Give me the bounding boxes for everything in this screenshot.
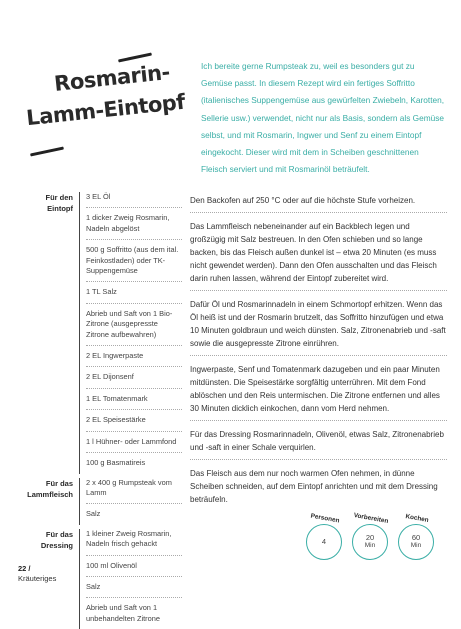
ingredient-item: 500 g Soffritto (aus dem ital. Feinkostladen) oder TK-Suppengemüse (86, 245, 182, 282)
ingredient-item: 2 EL Dijonsenf (86, 372, 182, 388)
ingredient-item: 2 EL Ingwerpaste (86, 351, 182, 367)
ingredient-item: 1 dicker Zweig Rosmarin, Nadeln abgelöst (86, 213, 182, 240)
ingredient-item: 2 EL Speisestärke (86, 415, 182, 431)
badge-label: Vorbereiten (353, 512, 389, 525)
prep-time-badge (352, 512, 389, 560)
ingredient-item: 1 EL Tomatenmark (86, 394, 182, 410)
cook-time-badge (398, 513, 434, 560)
ingredient-group-eintopf (22, 192, 182, 474)
instruction-step: Das Lammfleisch nebeneinander auf ein Backblech legen und großzügig mit Salz bestreuen. In den Ofen schieben und so lange backen, bis das Fleisch außen dunkel ist – etwa 20 Minuten (es muss nicht gewendet werden). Dann den Ofen ausschalten und das Fleisch darin ruhen lassen, während der Eintopf zubereitet wird. (190, 220, 447, 291)
ingredient-item: 1 TL Salz (86, 287, 182, 303)
badge-value: 4 (321, 537, 327, 546)
ingredient-group-label: Für den Eintopf (22, 192, 80, 474)
badge-unit: Min (410, 542, 422, 549)
ingredient-item: 100 ml Olivenöl (86, 561, 182, 577)
ingredient-item: 3 EL Öl (86, 192, 182, 208)
ingredient-item: Salz (86, 509, 101, 519)
ingredient-list (86, 192, 182, 474)
chapter-name: Kräuteriges (18, 574, 57, 583)
ingredient-group-lammfleisch (22, 478, 182, 525)
ingredient-item: 100 g Basmatireis (86, 458, 146, 468)
title-line-2: Lamm-Eintopf (25, 89, 186, 131)
ingredient-item: 1 l Hühner- oder Lammfond (86, 437, 182, 453)
badge-label: Kochen (404, 513, 430, 524)
ingredient-item: Abrieb und Saft von 1 Bio-Zitrone (ausgepresste Zitrone aufbewahren) (86, 309, 182, 346)
instructions (190, 194, 447, 518)
ingredient-list (86, 529, 182, 629)
instruction-step: Das Fleisch aus dem nur noch warmen Ofen nehmen, in dünne Scheiben schneiden, auf dem Eintopf anrichten und mit dem Dressing beträufeln. (190, 469, 438, 504)
recipe-title (22, 54, 186, 154)
recipe-info-badges (306, 514, 451, 560)
servings-badge (306, 512, 342, 560)
title-dash-bottom (30, 146, 64, 156)
ingredient-group-label: Für das Dressing (22, 529, 80, 629)
title-line-1: Rosmarin- (53, 60, 171, 96)
page-footer (18, 564, 56, 584)
badge-unit: Min (364, 542, 376, 549)
ingredient-list (86, 478, 182, 525)
title-dash-top (118, 52, 152, 62)
ingredient-item: Salz (86, 582, 182, 598)
instruction-step: Ingwerpaste, Senf und Tomatenmark dazugeben und ein paar Minuten mitdünsten. Die Speisestärke sorgfältig unterrühren. Mit dem Fond ablöschen und den Reis untermischen. Die Zitrone entfernen und alles 30 Minuten dicklich einkochen, dann vom Herd nehmen. (190, 363, 447, 421)
instruction-step: Dafür Öl und Rosmarinnadeln in einem Schmortopf erhitzen. Wenn das Öl heiß ist und der Rosmarin brutzelt, das Soffritto hinzufügen und etwa 10 Minuten goldbraun und weich dünsten. Salz, Zitronenabrieb und -saft sowie die ausgepresste Zitrone einrühren. (190, 298, 447, 356)
intro-text: Ich bereite gerne Rumpsteak zu, weil es besonders gut zu Gemüse passt. In diesem Rezept wird ein fertiges Soffritto (italienisches Suppengemüse aus gewürfelten Zwiebeln, Karotten, Sellerie usw.) verwendet, nicht nur als Basis, sondern als Gemüse selbst, und mit Rosmarin, Ingwer und Senf zu einem Eintopf eingekocht. Dieser wird mit dem in Scheiben geschnittenen Fleisch serviert und mit Rosmarinöl beträufelt. (201, 61, 445, 175)
instruction-step: Den Backofen auf 250 °C oder auf die höchste Stufe vorheizen. (190, 194, 447, 213)
badge-value: 60 (411, 533, 421, 542)
badge-label: Personen (310, 512, 340, 525)
instruction-step: Für das Dressing Rosmarinnadeln, Olivenöl, etwas Salz, Zitronenabrieb und -saft in einer Schale verquirlen. (190, 428, 447, 460)
badge-value: 20 (365, 533, 375, 542)
ingredient-item: 1 kleiner Zweig Rosmarin, Nadeln frisch gehackt (86, 529, 182, 556)
ingredient-item: Abrieb und Saft von 1 unbehandelten Zitrone (86, 603, 160, 623)
ingredient-item: 2 x 400 g Rumpsteak vom Lamm (86, 478, 182, 505)
ingredient-group-label: Für das Lammfleisch (22, 478, 80, 525)
page-number: 22 / (18, 564, 31, 573)
